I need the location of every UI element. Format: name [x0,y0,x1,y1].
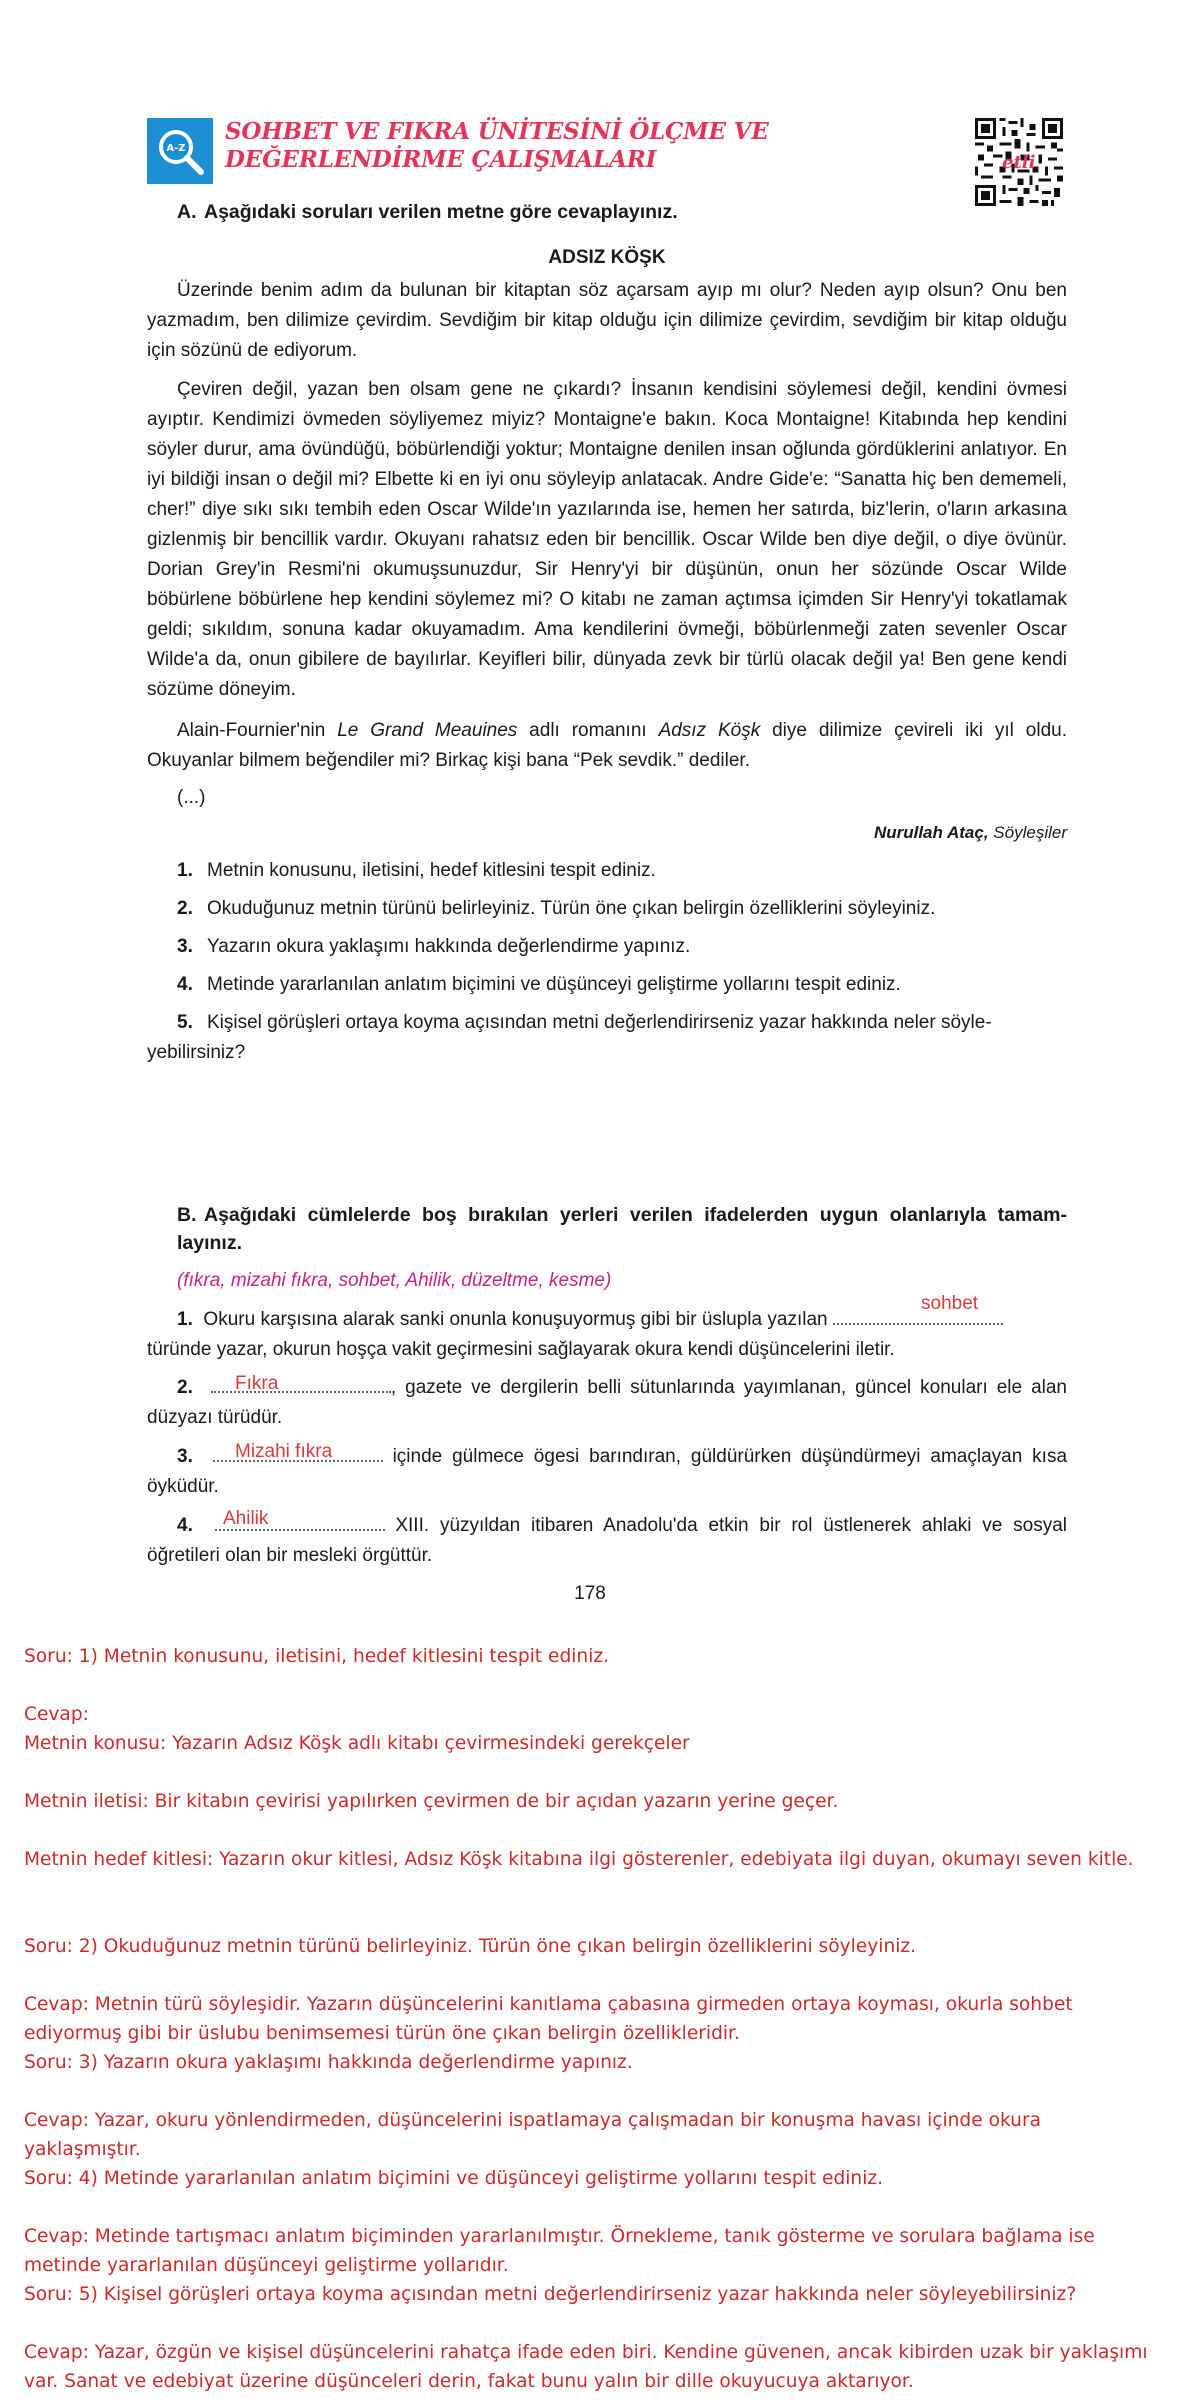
paragraph-2: Çeviren değil, yazan ben olsam gene ne çıkardı? İnsanın kendisini söylemesi değil, kendini övmesi ayıptır. Kendimizi övmeden söyliyemez miyiz? Montaigne'e bakın. Koca Montaigne! Kitabında hep kendini söyler durur, ama övündüğü, böbürlendiği yoktur; Montaigne denilen insan oğlunda gördüklerini anlatıyor. En iyi bildiği insan o değil mi? Elbette ki en iyi onu söyleyip anlatacak. Andre Gide'e: “Sanatta hiç ben dememeli, cher!” diye sıkı sıkı tembih eden Oscar Wilde'ın yazılarında ise, hemen her satırda, biz'lerin, o'ların arkasına gizlenmiş bir bencillik vardır. Okuyanı rahatsız eden bir bencillik. Oscar Wilde ben diye değil, o diye övünür. Dorian Grey'in Resmi'ni okumuşsunuzdur, Sir Henry'yi bir düşünün, onun her sözünde Oscar Wilde böbürlene böbürlene hep kendini söylemez mi? O kitabı ne zaman açtımsa içimden Sir Henry'yi tokatlamak geldi; sıkıldım, sonuna kadar okuyamadım. Ama kendilerini övmeği, böbürlenmeği zaten sevenler Oscar Wilde'a da, onun gibilere de bayılırlar. Keyifleri bilir, dünyada zevk bir türlü olacak değil ya! Ben gene kendi sözüme döneyim. [147,379,1067,700]
question-5: 5. Kişisel görüşleri ortaya koyma açısından metni değerlendirirseniz yazar hakkında neler söyle-yebilirsiniz? [147,1012,992,1063]
paragraph-1: Üzerinde benim adım da bulunan bir kitaptan söz açarsam ayıp mı olur? Neden ayıp olsun? Onu ben yazmadım, ben dilimize çevirdim. Sevdiğim bir kitap olduğu için dilimize çevirdim, sevdiğim bir kitap olduğu için sözünü de ediyorum. [147,280,1067,361]
answer-a2: Cevap: Metnin türü söyleşidir. Yazarın düşüncelerini kanıtlama çabasına girmeden ortaya koyması, okurla sohbet ediyormuş gibi bir üslubu benimsemesi türün öne çıkan belirgin özellikleridir. [24,1994,1073,2044]
fill-item-1: 1. Okuru karşısına alarak sanki onunla konuşuyormuş gibi bir üslupla yazılan türünde yazar, okurun hoşça vakit geçirmesini sağlayarak okura kendi düşüncelerini iletir. [147,1305,1067,1365]
options-list: (fıkra, mizahi fıkra, sohbet, Ahilik, düzeltme, kesme) [177,1270,612,1291]
answer-q3: Soru: 3) Yazarın okura yaklaşımı hakkında değerlendirme yapınız. [24,2052,633,2073]
question-1: 1. Metnin konusunu, iletisini, hedef kitlesini tespit ediniz. [177,860,656,881]
answer-a4: Cevap: Metinde tartışmacı anlatım biçiminden yararlanılmıştır. Örnekleme, tanık gösterme ve sorulara bağlama ise metinde yararlanılan düşünceyi geliştirme yollarıdır. [24,2226,1095,2276]
question-2: 2. Okuduğunuz metnin türünü belirleyiniz. Türün öne çıkan belirgin özelliklerini söyleyiniz. [177,898,936,919]
page-number: 178 [574,1583,606,1604]
qr-badge: etli [1002,152,1036,173]
page-title [225,118,769,174]
answer-a1-label: Cevap: [24,1704,89,1725]
section-b-letter: B. [177,1204,197,1226]
answer-q1: Soru: 1) Metnin konusunu, iletisini, hedef kitlesini tespit ediniz. [24,1646,610,1667]
answer-q2: Soru: 2) Okuduğunuz metnin türünü belirleyiniz. Türün öne çıkan belirgin özelliklerini söyleyiniz. [24,1936,917,1957]
title-line-1: SOHBET VE FIKRA ÜNİTESİNİ ÖLÇME VE [225,118,769,145]
title-line-2: DEĞERLENDİRME ÇALIŞMALARI [225,146,657,173]
unit-header [147,118,1067,208]
answer-a1-topic: Metnin konusu: Yazarın Adsız Köşk adlı kitabı çevirmesindeki gerekçeler [24,1733,690,1754]
ellipsis: (...) [177,787,206,808]
author-name: Nurullah Ataç, [873,823,989,842]
section-a-instruction: A. Aşağıdaki soruları verilen metne göre cevaplayınız. [177,198,678,226]
answer-a5: Cevap: Yazar, özgün ve kişisel düşüncelerini rahatça ifade eden biri. Kendine güvenen, ancak kibirden uzak bir yaklaşımı var. Sanat ve edebiyat üzerine düşünceleri derin, fakat bunu yalın bir dille okuyucuya aktarıyor. [24,2342,1148,2392]
text-title: ADSIZ KÖŞK [548,247,666,268]
magnifier-az-icon [147,118,213,184]
answer-a1-message: Metnin iletisi: Bir kitabın çevirisi yapılırken çevirmen de bir açıdan yazarın yerine geçer. [24,1791,839,1812]
answer-blank-4: Ahilik [223,1508,269,1529]
answer-q4: Soru: 4) Metinde yararlanılan anlatım biçimini ve düşünceyi geliştirme yollarını tespit ediniz. [24,2168,884,2189]
section-a-letter: A. [177,201,197,223]
question-3: 3. Yazarın okura yaklaşımı hakkında değerlendirme yapınız. [177,936,691,957]
answer-blank-3: Mizahi fıkra [235,1441,333,1462]
fill-item-2: 2. , gazete ve dergilerin belli sütunlarında yayımlanan, güncel konuları ele alan düzyazı türüdür. [147,1373,1067,1433]
icon-label: A-Z [166,143,186,154]
answer-blank-1: sohbet [921,1293,979,1314]
fill-item-3: 3. içinde gülmece ögesi barındıran, güldürürken düşündürmeyi amaçlayan kısa öyküdür. [147,1442,1067,1502]
answer-q5: Soru: 5) Kişisel görüşleri ortaya koyma açısından metni değerlendirirseniz yazar hakkında neler söyleyebilirsiniz? [24,2284,1077,2305]
answer-blank-2: Fıkra [235,1373,279,1394]
fill-item-4: 4. XIII. yüzyıldan itibaren Anadolu'da etkin bir rol üstlenerek ahlaki ve sosyal öğretileri olan bir mesleki örgüttür. [147,1511,1067,1571]
paragraph-3: Alain-Fournier'nin Le Grand Meauines adlı romanını Adsız Köşk diye dilimize çevireli iki yıl oldu. Okuyanlar bilmem beğendiler mi? Birkaç kişi bana “Pek sevdik.” dediler. [147,720,1067,771]
answer-a1-audience: Metnin hedef kitlesi: Yazarın okur kitlesi, Adsız Köşk kitabına ilgi gösterenler, edebiyata ilgi duyan, okumayı seven kitle. [24,1849,1134,1870]
section-b-instruction: B. Aşağıdaki cümlelerde boş bırakılan yerleri verilen ifadelerden uygun olanlarıyla tamam-layınız. [147,1201,1067,1257]
author-book: Söyleşiler [993,823,1067,842]
author-credit [874,823,1067,843]
answer-a3: Cevap: Yazar, okuru yönlendirmeden, düşüncelerini ispatlamaya çalışmadan bir konuşma havası içinde okura yaklaşmıştır. [24,2110,1041,2160]
question-4: 4. Metinde yararlanılan anlatım biçimini ve düşünceyi geliştirme yollarını tespit ediniz. [177,974,901,995]
